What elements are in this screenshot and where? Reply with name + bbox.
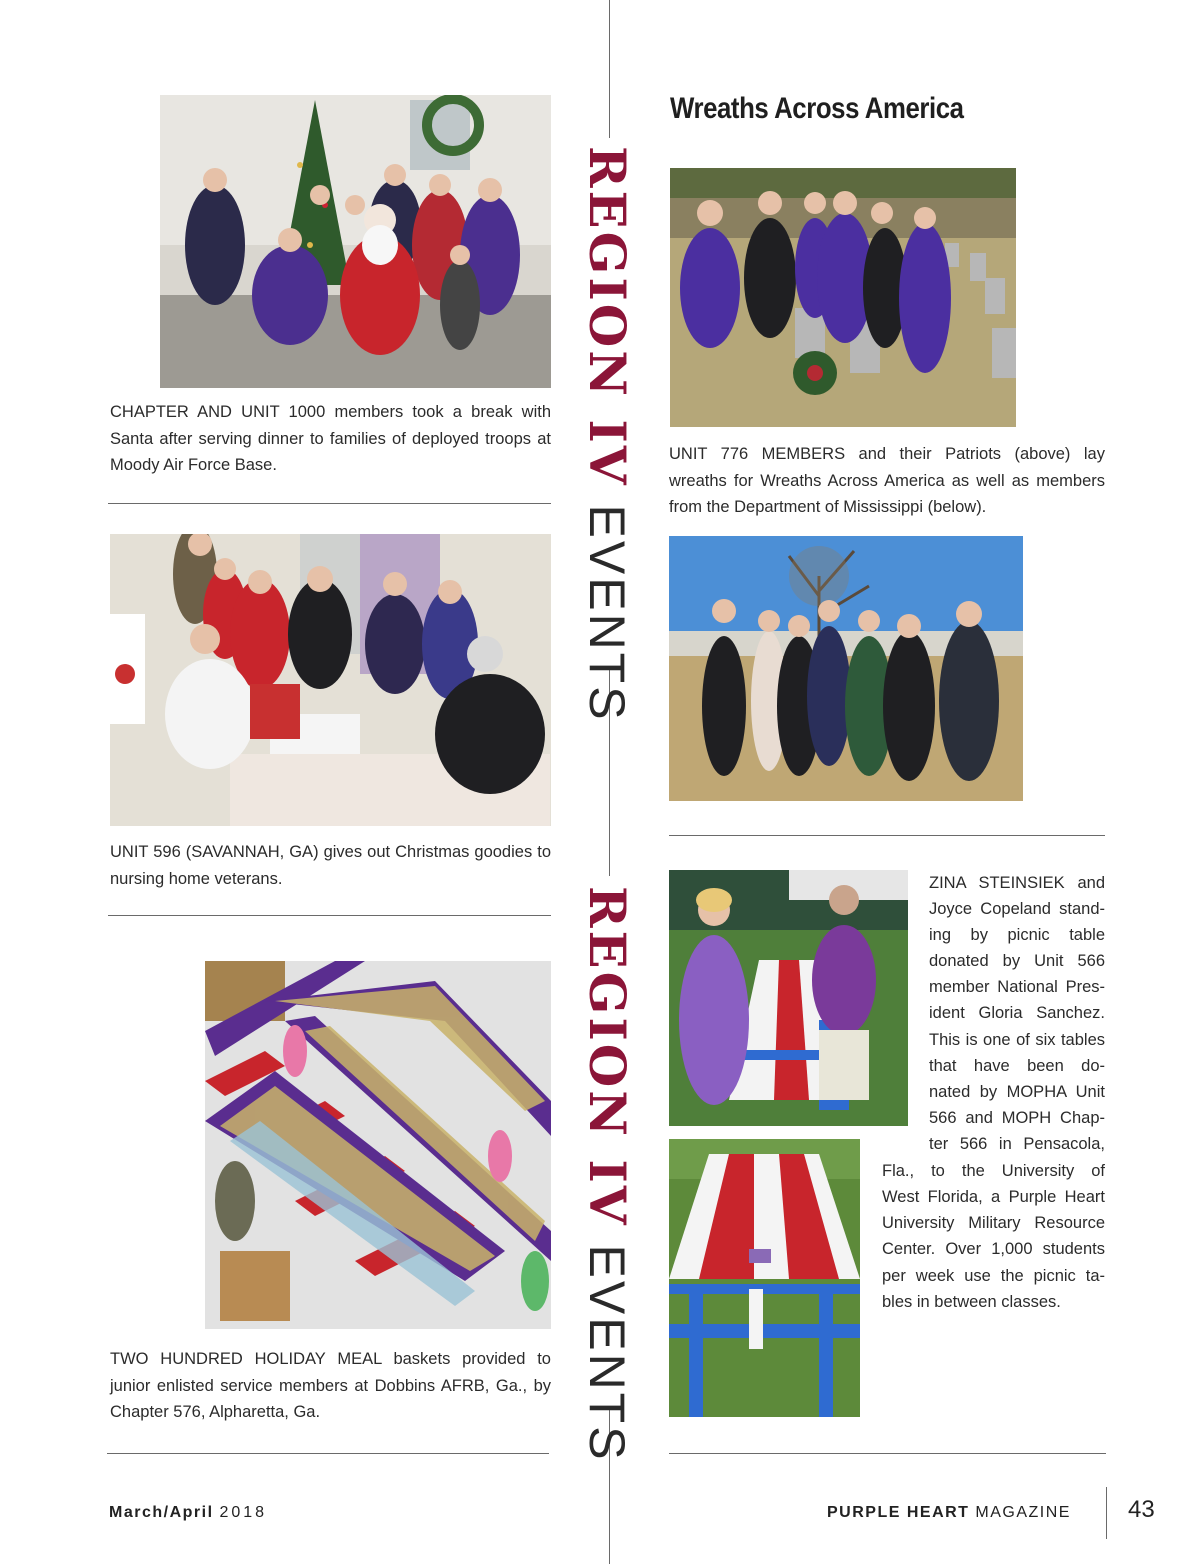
footer-magazine-bold: PURPLE HEART [827,1504,970,1521]
footer-date-sep: / [163,1504,170,1521]
photo-wreaths-unit-776 [670,168,1016,427]
region-label-bold: REGION IV [578,886,637,1228]
rule-right-1 [669,835,1105,836]
footer-year: 2018 [219,1504,268,1521]
footer-date [109,1504,267,1522]
rule-left-1 [108,503,551,504]
rule-left-2 [108,915,551,916]
section-title: Wreaths Across America [670,92,964,125]
caption-picnic-line: University Military Resource [882,1214,1105,1232]
region-label-light: EVENTS [579,504,635,723]
caption-nursing: UNIT 596 (SAVANNAH, GA) gives out Christmas goodies to nursing home veterans. [110,843,551,888]
center-divider-top [609,0,610,138]
caption-picnic-line: ing by picnic table [929,926,1105,944]
region-label-top [578,146,637,723]
caption-picnic-line: that have been do- [929,1057,1105,1075]
rule-right-2 [669,1453,1106,1454]
caption-picnic-line: member National Pres- [929,978,1105,996]
photo-picnic-table-closeup [669,1139,860,1417]
caption-picnic-line: 566 and MOPH Chap- [929,1109,1105,1127]
caption-picnic-line: Center. Over 1,000 students [882,1240,1105,1258]
photo-dept-mississippi [669,536,1023,801]
caption-picnic-line: ZINA STEINSIEK and [929,874,1105,892]
region-label-light: EVENTS [579,1244,635,1463]
caption-wreaths: UNIT 776 MEMBERS and their Patriots (above) lay wreaths for Wreaths Across America as well as members from the Department of Mississippi (below). [669,445,1105,516]
caption-picnic-line: This is one of six tables [929,1031,1105,1049]
caption-picnic-line: bles in between classes. [882,1293,1061,1311]
caption-picnic-line: per week use the picnic ta- [882,1267,1105,1285]
region-label-bold: REGION IV [578,146,637,488]
rule-left-3 [107,1453,549,1454]
caption-picnic-line: donated by Unit 566 [929,952,1105,970]
caption-picnic-line: ter 566 in Pensacola, [929,1135,1105,1153]
footer-month-2: April [169,1504,214,1521]
footer-month-1: March [109,1504,164,1521]
caption-picnic-line: Fla., to the University of [882,1162,1105,1180]
photo-picnic-table-women [669,870,908,1126]
caption-picnic-line: West Florida, a Purple Heart [882,1188,1105,1206]
page-number: 43 [1128,1496,1155,1523]
footer-divider [1106,1487,1107,1539]
footer-magazine-light: MAGAZINE [975,1504,1071,1521]
caption-picnic-line: ident Gloria Sanchez. [929,1004,1105,1022]
caption-baskets: TWO HUNDRED HOLIDAY MEAL baskets provided to junior enlisted service members at Dobbins AFRB, Ga., by Chapter 576, Alpharetta, Ga. [110,1350,551,1421]
photo-nursing-home [110,534,551,826]
region-label-bottom [578,886,637,1463]
caption-picnic-line: Joyce Copeland stand- [929,900,1105,918]
footer-magazine [827,1504,1071,1522]
photo-meal-baskets [205,961,551,1329]
caption-santa: CHAPTER AND UNIT 1000 members took a break with Santa after serving dinner to families of deployed troops at Moody Air Force Base. [110,403,551,474]
photo-santa-group [160,95,551,388]
caption-picnic-line: nated by MOPHA Unit [929,1083,1105,1101]
